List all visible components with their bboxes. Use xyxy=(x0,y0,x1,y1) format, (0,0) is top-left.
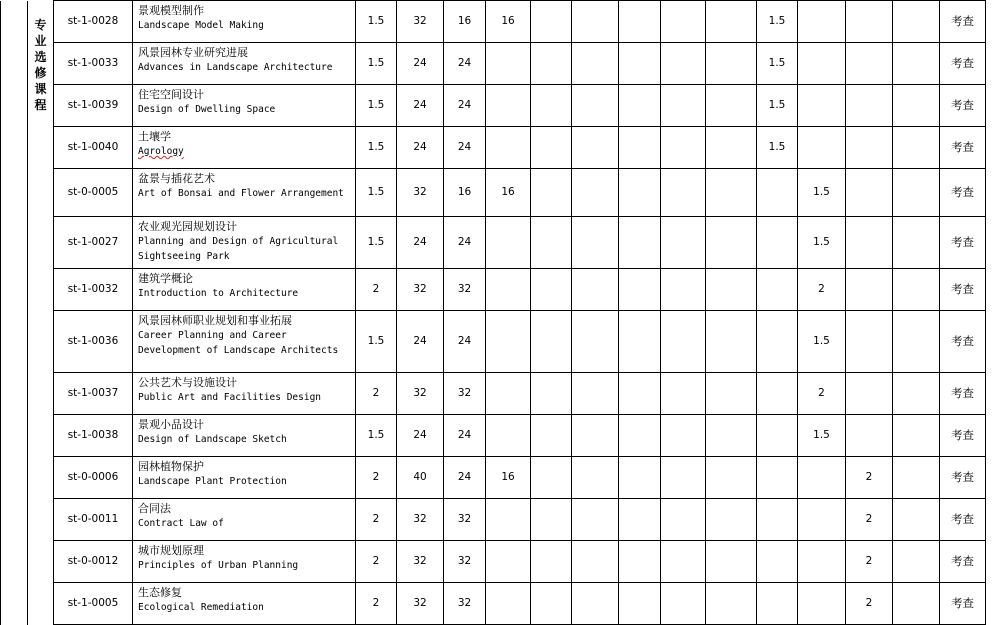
course-name-en: Ecological Remediation xyxy=(138,600,355,615)
course-name-zh: 园林植物保护 xyxy=(138,459,355,474)
semester-1-cell xyxy=(531,311,572,373)
practice-hours-cell xyxy=(486,127,531,169)
semester-2-cell xyxy=(572,457,619,499)
credit-cell: 2 xyxy=(356,499,397,541)
credit-cell: 1.5 xyxy=(356,43,397,85)
course-name-en: Art of Bonsai and Flower Arrangement xyxy=(138,186,355,201)
semester-7-cell xyxy=(798,583,846,625)
course-name-zh: 盆景与插花艺术 xyxy=(138,171,355,186)
semester-3-cell xyxy=(619,85,661,127)
total-hours-cell: 32 xyxy=(397,373,444,415)
semester-7-cell: 1.5 xyxy=(798,415,846,457)
assessment-cell: 考查 xyxy=(940,169,986,217)
semester-3-cell xyxy=(619,583,661,625)
left-margin-cell xyxy=(1,373,28,415)
semester-4-cell xyxy=(661,169,706,217)
semester-9-cell xyxy=(893,499,940,541)
practice-hours-cell xyxy=(486,311,531,373)
course-name-en: Principles of Urban Planning xyxy=(138,558,355,573)
course-name-zh: 风景园林专业研究进展 xyxy=(138,45,355,60)
practice-hours-cell xyxy=(486,415,531,457)
course-name-zh: 住宅空间设计 xyxy=(138,87,355,102)
semester-2-cell xyxy=(572,373,619,415)
semester-8-cell xyxy=(846,311,893,373)
semester-7-cell xyxy=(798,85,846,127)
left-margin-cell xyxy=(1,169,28,217)
practice-hours-cell xyxy=(486,541,531,583)
semester-6-cell xyxy=(757,457,798,499)
lecture-hours-cell: 24 xyxy=(444,85,486,127)
semester-7-cell: 2 xyxy=(798,373,846,415)
semester-5-cell xyxy=(706,43,757,85)
semester-9-cell xyxy=(893,583,940,625)
left-margin-cell xyxy=(1,43,28,85)
semester-4-cell xyxy=(661,415,706,457)
semester-4-cell xyxy=(661,541,706,583)
credit-cell: 2 xyxy=(356,373,397,415)
semester-1-cell xyxy=(531,217,572,269)
lecture-hours-cell: 16 xyxy=(444,169,486,217)
course-name-zh: 风景园林师职业规划和事业拓展 xyxy=(138,313,355,328)
semester-3-cell xyxy=(619,499,661,541)
credit-cell: 2 xyxy=(356,541,397,583)
course-name xyxy=(133,415,356,457)
semester-2-cell xyxy=(572,541,619,583)
semester-1-cell xyxy=(531,43,572,85)
category-label: 专业选修课程 xyxy=(34,17,47,113)
left-margin-cell xyxy=(1,311,28,373)
semester-3-cell xyxy=(619,373,661,415)
semester-1-cell xyxy=(531,583,572,625)
semester-8-cell xyxy=(846,127,893,169)
semester-2-cell xyxy=(572,127,619,169)
semester-2-cell xyxy=(572,269,619,311)
credit-cell: 1.5 xyxy=(356,217,397,269)
semester-7-cell xyxy=(798,127,846,169)
semester-3-cell xyxy=(619,311,661,373)
assessment-cell: 考查 xyxy=(940,127,986,169)
semester-5-cell xyxy=(706,457,757,499)
semester-8-cell xyxy=(846,217,893,269)
semester-4-cell xyxy=(661,43,706,85)
semester-9-cell xyxy=(893,373,940,415)
semester-5-cell xyxy=(706,499,757,541)
assessment-cell: 考查 xyxy=(940,85,986,127)
assessment-cell: 考查 xyxy=(940,541,986,583)
practice-hours-cell xyxy=(486,583,531,625)
table-row xyxy=(1,311,997,373)
semester-4-cell xyxy=(661,1,706,43)
semester-2-cell xyxy=(572,217,619,269)
semester-9-cell xyxy=(893,415,940,457)
total-hours-cell: 24 xyxy=(397,43,444,85)
semester-9-cell xyxy=(893,269,940,311)
semester-5-cell xyxy=(706,583,757,625)
semester-4-cell xyxy=(661,373,706,415)
semester-3-cell xyxy=(619,415,661,457)
semester-5-cell xyxy=(706,1,757,43)
semester-8-cell: 2 xyxy=(846,583,893,625)
course-name xyxy=(133,269,356,311)
course-name-zh: 城市规划原理 xyxy=(138,543,355,558)
semester-2-cell xyxy=(572,583,619,625)
course-code: st-1-0032 xyxy=(54,269,133,311)
assessment-cell: 考查 xyxy=(940,269,986,311)
semester-5-cell xyxy=(706,217,757,269)
course-name xyxy=(133,583,356,625)
table-row xyxy=(1,457,997,499)
credit-cell: 2 xyxy=(356,457,397,499)
assessment-cell: 考查 xyxy=(940,43,986,85)
course-name xyxy=(133,127,356,169)
course-code: st-0-0006 xyxy=(54,457,133,499)
semester-6-cell xyxy=(757,217,798,269)
semester-5-cell xyxy=(706,373,757,415)
semester-4-cell xyxy=(661,311,706,373)
lecture-hours-cell: 32 xyxy=(444,373,486,415)
semester-7-cell xyxy=(798,1,846,43)
semester-1-cell xyxy=(531,1,572,43)
course-name xyxy=(133,169,356,217)
semester-1-cell xyxy=(531,169,572,217)
semester-4-cell xyxy=(661,269,706,311)
semester-6-cell: 1.5 xyxy=(757,1,798,43)
course-name-en: Career Planning and Career Development of Landscape Architects xyxy=(138,328,355,358)
assessment-cell: 考查 xyxy=(940,1,986,43)
practice-hours-cell: 16 xyxy=(486,1,531,43)
semester-7-cell: 1.5 xyxy=(798,311,846,373)
semester-7-cell xyxy=(798,499,846,541)
semester-7-cell: 1.5 xyxy=(798,169,846,217)
lecture-hours-cell: 32 xyxy=(444,499,486,541)
total-hours-cell: 40 xyxy=(397,457,444,499)
semester-9-cell xyxy=(893,43,940,85)
course-name-en: Landscape Model Making xyxy=(138,18,355,33)
semester-2-cell xyxy=(572,499,619,541)
semester-1-cell xyxy=(531,373,572,415)
course-code: st-1-0037 xyxy=(54,373,133,415)
semester-1-cell xyxy=(531,269,572,311)
assessment-cell: 考查 xyxy=(940,499,986,541)
semester-4-cell xyxy=(661,499,706,541)
credit-cell: 1.5 xyxy=(356,169,397,217)
semester-9-cell xyxy=(893,457,940,499)
semester-8-cell xyxy=(846,169,893,217)
course-name xyxy=(133,311,356,373)
assessment-cell: 考查 xyxy=(940,217,986,269)
assessment-cell: 考查 xyxy=(940,415,986,457)
semester-8-cell xyxy=(846,415,893,457)
semester-4-cell xyxy=(661,457,706,499)
semester-9-cell xyxy=(893,1,940,43)
lecture-hours-cell: 24 xyxy=(444,457,486,499)
table-row xyxy=(1,169,997,217)
semester-7-cell: 1.5 xyxy=(798,217,846,269)
semester-4-cell xyxy=(661,217,706,269)
course-code: st-0-0012 xyxy=(54,541,133,583)
table-row xyxy=(1,269,997,311)
left-margin-cell xyxy=(1,499,28,541)
course-name-zh: 土壤学 xyxy=(138,129,355,144)
semester-1-cell xyxy=(531,415,572,457)
left-margin-cell xyxy=(1,541,28,583)
lecture-hours-cell: 24 xyxy=(444,127,486,169)
table-row xyxy=(1,415,997,457)
semester-1-cell xyxy=(531,541,572,583)
semester-7-cell xyxy=(798,43,846,85)
semester-6-cell: 1.5 xyxy=(757,43,798,85)
total-hours-cell: 24 xyxy=(397,217,444,269)
semester-5-cell xyxy=(706,311,757,373)
semester-8-cell xyxy=(846,85,893,127)
practice-hours-cell xyxy=(486,269,531,311)
course-name-zh: 建筑学概论 xyxy=(138,271,355,286)
course-code: st-1-0038 xyxy=(54,415,133,457)
semester-7-cell: 2 xyxy=(798,269,846,311)
course-code: st-0-0011 xyxy=(54,499,133,541)
semester-3-cell xyxy=(619,541,661,583)
semester-6-cell: 1.5 xyxy=(757,85,798,127)
semester-9-cell xyxy=(893,85,940,127)
course-code: st-1-0005 xyxy=(54,583,133,625)
semester-6-cell xyxy=(757,541,798,583)
lecture-hours-cell: 32 xyxy=(444,541,486,583)
course-code: st-1-0028 xyxy=(54,1,133,43)
semester-3-cell xyxy=(619,1,661,43)
total-hours-cell: 32 xyxy=(397,269,444,311)
course-name-en: Design of Dwelling Space xyxy=(138,102,355,117)
table-row xyxy=(1,85,997,127)
total-hours-cell: 32 xyxy=(397,583,444,625)
credit-cell: 2 xyxy=(356,583,397,625)
semester-2-cell xyxy=(572,311,619,373)
semester-3-cell xyxy=(619,169,661,217)
table-row xyxy=(1,127,997,169)
course-name-zh: 合同法 xyxy=(138,501,355,516)
course-name-zh: 景观模型制作 xyxy=(138,3,355,18)
semester-1-cell xyxy=(531,127,572,169)
total-hours-cell: 32 xyxy=(397,499,444,541)
semester-5-cell xyxy=(706,169,757,217)
semester-9-cell xyxy=(893,217,940,269)
practice-hours-cell xyxy=(486,499,531,541)
lecture-hours-cell: 32 xyxy=(444,583,486,625)
course-name xyxy=(133,457,356,499)
table-row xyxy=(1,217,997,269)
total-hours-cell: 24 xyxy=(397,415,444,457)
total-hours-cell: 24 xyxy=(397,311,444,373)
semester-8-cell xyxy=(846,43,893,85)
semester-6-cell xyxy=(757,583,798,625)
course-code: st-1-0027 xyxy=(54,217,133,269)
semester-1-cell xyxy=(531,457,572,499)
practice-hours-cell: 16 xyxy=(486,457,531,499)
semester-8-cell xyxy=(846,373,893,415)
total-hours-cell: 24 xyxy=(397,127,444,169)
course-name-en: Design of Landscape Sketch xyxy=(138,432,355,447)
semester-3-cell xyxy=(619,127,661,169)
semester-7-cell xyxy=(798,457,846,499)
course-name-en: Contract Law of xyxy=(138,516,355,531)
semester-2-cell xyxy=(572,43,619,85)
course-name xyxy=(133,85,356,127)
table-row xyxy=(1,43,997,85)
semester-2-cell xyxy=(572,415,619,457)
left-margin-cell xyxy=(1,1,28,43)
semester-9-cell xyxy=(893,169,940,217)
practice-hours-cell xyxy=(486,217,531,269)
semester-3-cell xyxy=(619,269,661,311)
credit-cell: 1.5 xyxy=(356,85,397,127)
semester-8-cell xyxy=(846,1,893,43)
assessment-cell: 考查 xyxy=(940,373,986,415)
credit-cell: 1.5 xyxy=(356,127,397,169)
table-row xyxy=(1,373,997,415)
practice-hours-cell: 16 xyxy=(486,169,531,217)
credit-cell: 1.5 xyxy=(356,1,397,43)
total-hours-cell: 32 xyxy=(397,169,444,217)
semester-5-cell xyxy=(706,85,757,127)
course-code: st-1-0040 xyxy=(54,127,133,169)
course-name xyxy=(133,1,356,43)
practice-hours-cell xyxy=(486,43,531,85)
semester-8-cell xyxy=(846,269,893,311)
assessment-cell: 考查 xyxy=(940,583,986,625)
semester-6-cell xyxy=(757,499,798,541)
left-margin-cell xyxy=(1,217,28,269)
credit-cell: 1.5 xyxy=(356,311,397,373)
semester-6-cell xyxy=(757,269,798,311)
left-margin-cell xyxy=(1,269,28,311)
table-row xyxy=(1,541,997,583)
semester-9-cell xyxy=(893,541,940,583)
left-margin-cell xyxy=(1,415,28,457)
semester-2-cell xyxy=(572,85,619,127)
semester-3-cell xyxy=(619,217,661,269)
semester-4-cell xyxy=(661,127,706,169)
course-name xyxy=(133,43,356,85)
semester-6-cell xyxy=(757,311,798,373)
table-row xyxy=(1,499,997,541)
course-name xyxy=(133,541,356,583)
total-hours-cell: 32 xyxy=(397,541,444,583)
course-name xyxy=(133,499,356,541)
course-name xyxy=(133,373,356,415)
semester-5-cell xyxy=(706,269,757,311)
lecture-hours-cell: 24 xyxy=(444,311,486,373)
course-name xyxy=(133,217,356,269)
semester-5-cell xyxy=(706,127,757,169)
lecture-hours-cell: 24 xyxy=(444,43,486,85)
lecture-hours-cell: 32 xyxy=(444,269,486,311)
course-code: st-0-0005 xyxy=(54,169,133,217)
credit-cell: 2 xyxy=(356,269,397,311)
course-name-en: Public Art and Facilities Design xyxy=(138,390,355,405)
semester-5-cell xyxy=(706,415,757,457)
semester-1-cell xyxy=(531,499,572,541)
semester-8-cell: 2 xyxy=(846,457,893,499)
course-code: st-1-0036 xyxy=(54,311,133,373)
semester-3-cell xyxy=(619,457,661,499)
lecture-hours-cell: 16 xyxy=(444,1,486,43)
semester-3-cell xyxy=(619,43,661,85)
semester-4-cell xyxy=(661,583,706,625)
course-code: st-1-0039 xyxy=(54,85,133,127)
semester-6-cell xyxy=(757,373,798,415)
course-code: st-1-0033 xyxy=(54,43,133,85)
semester-9-cell xyxy=(893,127,940,169)
assessment-cell: 考查 xyxy=(940,311,986,373)
practice-hours-cell xyxy=(486,85,531,127)
table-row xyxy=(1,1,997,43)
semester-5-cell xyxy=(706,541,757,583)
semester-2-cell xyxy=(572,169,619,217)
course-name-en: Introduction to Architecture xyxy=(138,286,355,301)
course-name-zh: 农业观光园规划设计 xyxy=(138,219,355,234)
course-name-en: Landscape Plant Protection xyxy=(138,474,355,489)
lecture-hours-cell: 24 xyxy=(444,217,486,269)
left-margin-cell xyxy=(1,85,28,127)
table-row xyxy=(1,583,997,625)
semester-4-cell xyxy=(661,85,706,127)
course-name-zh: 公共艺术与设施设计 xyxy=(138,375,355,390)
semester-8-cell: 2 xyxy=(846,499,893,541)
total-hours-cell: 24 xyxy=(397,85,444,127)
course-name-en: Advances in Landscape Architecture xyxy=(138,60,355,75)
assessment-cell: 考查 xyxy=(940,457,986,499)
course-name-zh: 生态修复 xyxy=(138,585,355,600)
course-name-en: Planning and Design of Agricultural Sightseeing Park xyxy=(138,234,355,264)
course-name-zh: 景观小品设计 xyxy=(138,417,355,432)
semester-2-cell xyxy=(572,1,619,43)
semester-6-cell xyxy=(757,169,798,217)
lecture-hours-cell: 24 xyxy=(444,415,486,457)
left-margin-cell xyxy=(1,583,28,625)
semester-1-cell xyxy=(531,85,572,127)
left-margin-cell xyxy=(1,457,28,499)
total-hours-cell: 32 xyxy=(397,1,444,43)
semester-8-cell: 2 xyxy=(846,541,893,583)
credit-cell: 1.5 xyxy=(356,415,397,457)
semester-9-cell xyxy=(893,311,940,373)
semester-7-cell xyxy=(798,541,846,583)
category-cell xyxy=(28,1,54,625)
course-name-en: Agrology xyxy=(138,144,355,159)
left-margin-cell xyxy=(1,127,28,169)
semester-6-cell: 1.5 xyxy=(757,127,798,169)
practice-hours-cell xyxy=(486,373,531,415)
semester-6-cell xyxy=(757,415,798,457)
